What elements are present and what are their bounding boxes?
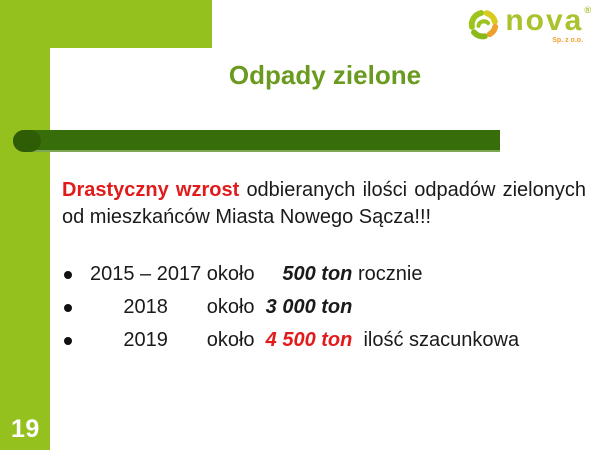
nova-logo: [467, 4, 591, 44]
bullet-value: 500 ton: [282, 263, 353, 285]
registered-mark: ®: [584, 5, 591, 15]
intro-line1-rest: odbieranych ilości odpadów zielonych: [239, 179, 586, 201]
content-panel: [50, 48, 600, 450]
bullet-text: 2018 około 3 000 ton: [90, 296, 353, 318]
bullet-list: [62, 263, 519, 362]
intro-paragraph: [62, 177, 586, 231]
bullet-value-red: 4 500 ton: [265, 329, 353, 351]
bullet-text: 2019 około 4 500 ton ilość szacunkowa: [90, 329, 520, 351]
page-number: 19: [11, 415, 40, 443]
intro-line-1: [62, 177, 586, 204]
bullet-icon: [64, 337, 72, 345]
bullet-row-2015-2017: [62, 263, 519, 286]
divider-bar-cap: [13, 130, 41, 152]
bullet-row-2018: [62, 296, 519, 319]
intro-highlight: Drastyczny wzrost: [62, 179, 240, 201]
bullet-icon: [64, 271, 72, 279]
bullet-text: 2015 – 2017 około 500 ton rocznie: [90, 263, 423, 285]
bullet-icon: [64, 304, 72, 312]
slide-title: Odpady zielone: [228, 60, 422, 90]
nova-swirl-icon: [467, 8, 500, 41]
intro-line-2: od mieszkańców Miasta Nowego Sącza!!!: [62, 206, 432, 228]
bullet-row-2019: [62, 329, 519, 352]
logo-text-column: [505, 4, 591, 44]
logo-subtitle: Sp. z o.o.: [552, 36, 583, 44]
divider-bar: [13, 130, 500, 152]
bullet-value: 3 000 ton: [265, 296, 353, 318]
sidebar: [0, 0, 50, 450]
logo-brand-text: nova: [505, 4, 584, 37]
